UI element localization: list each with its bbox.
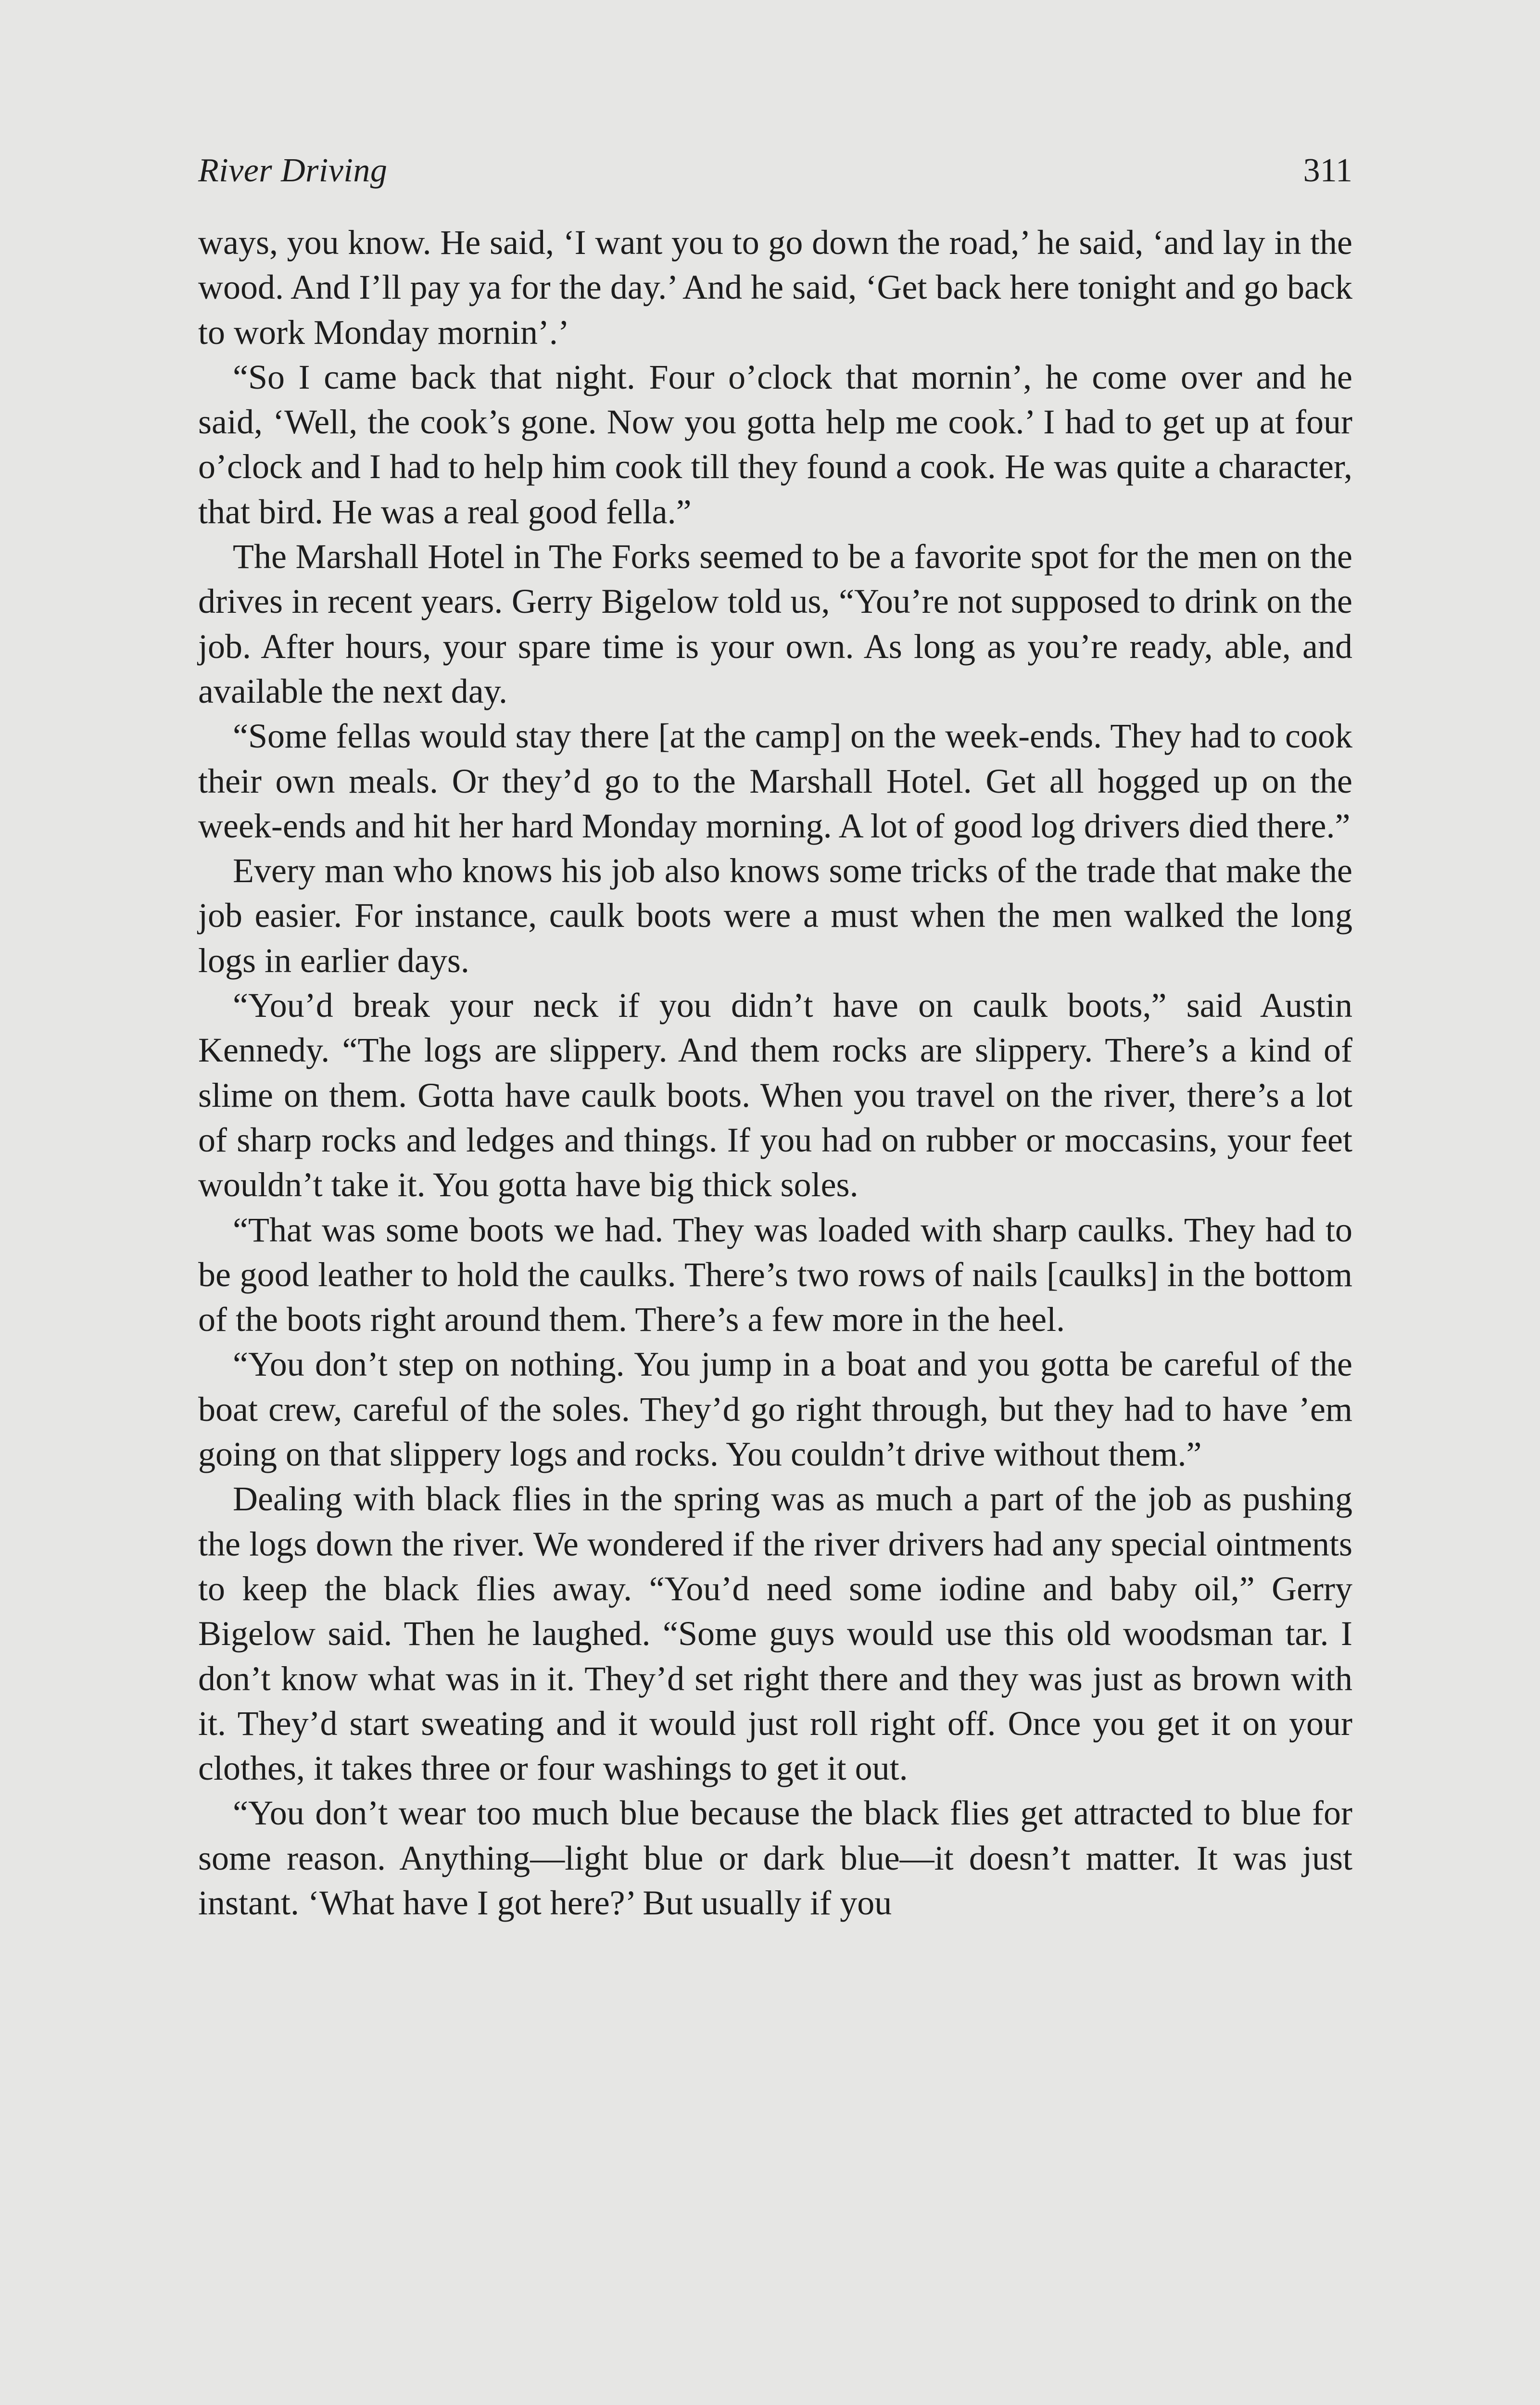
paragraph: “You don’t wear too much blue because the black flies get attracted to blue for some reason. Anything—light blue or dark blue—it doesn’t matter. It was just instant. ‘What have I got here?’ But usually if you — [198, 1794, 1352, 1922]
paragraph: “Some fellas would stay there [at the camp] on the week-ends. They had to cook their own meals. Or they’d go to the Marshall Hotel. Get all hogged up on the week-ends and hit her hard Monday morning. A lot of good log drivers died there.” — [198, 717, 1352, 845]
paragraph: “So I came back that night. Four o’clock that mornin’, he come over and he said, ‘Well, the cook’s gone. Now you gotta help me cook.’ I had to get up at four o’clock and I had to help him cook till they found a cook. He was quite a character, that bird. He was a real good fella.” — [198, 357, 1352, 531]
paragraph: Every man who knows his job also knows some tricks of the trade that make the job easier. For instance, caulk boots were a must when the men walked the long logs in earlier days. — [198, 851, 1352, 980]
paragraph: “That was some boots we had. They was loaded with sharp caulks. They had to be good leather to hold the caulks. There’s two rows of nails [caulks] in the bottom of the boots right around them. There’s a few more in the heel. — [198, 1210, 1352, 1339]
running-header — [198, 144, 1352, 197]
paragraph: The Marshall Hotel in The Forks seemed to be a favorite spot for the men on the drives in recent years. Gerry Bigelow told us, “You’re not supposed to drink on the job. After hours, your spare time is your own. As long as you’re ready, able, and available the next day. — [198, 537, 1352, 710]
paragraph: “You’d break your neck if you didn’t have on caulk boots,” said Austin Kennedy. “The logs are slippery. And them rocks are slippery. There’s a kind of slime on them. Gotta have caulk boots. When you travel on the river, there’s a lot of sharp rocks and ledges and things. If you had on rubber or moccasins, your feet wouldn’t take it. You gotta have big thick soles. — [198, 986, 1352, 1204]
paragraph: Dealing with black flies in the spring was as much a part of the job as pushing the logs down the river. We wondered if the river drivers had any special ointments to keep the black flies away. “You’d need some iodine and baby oil,” Gerry Bigelow said. Then he laughed. “Some guys would use this old woodsman tar. I don’t know what was in it. They’d set right there and they was just as brown with it. They’d start sweating and it would just roll right off. Once you get it on your clothes, it takes three or four washings to get it out. — [198, 1480, 1352, 1788]
body-text — [198, 220, 1352, 1925]
paragraph: ways, you know. He said, ‘I want you to go down the road,’ he said, ‘and lay in the wood. And I’ll pay ya for the day.’ And he said, ‘Get back here tonight and go back to work Monday mornin’.’ — [198, 223, 1352, 352]
running-title: River Driving — [198, 152, 388, 189]
page-number: 311 — [1303, 152, 1352, 189]
paragraph: “You don’t step on nothing. You jump in a boat and you gotta be careful of the boat crew, careful of the soles. They’d go right through, but they had to have ’em going on that slippery logs and rocks. You couldn’t drive without them.” — [198, 1345, 1352, 1474]
